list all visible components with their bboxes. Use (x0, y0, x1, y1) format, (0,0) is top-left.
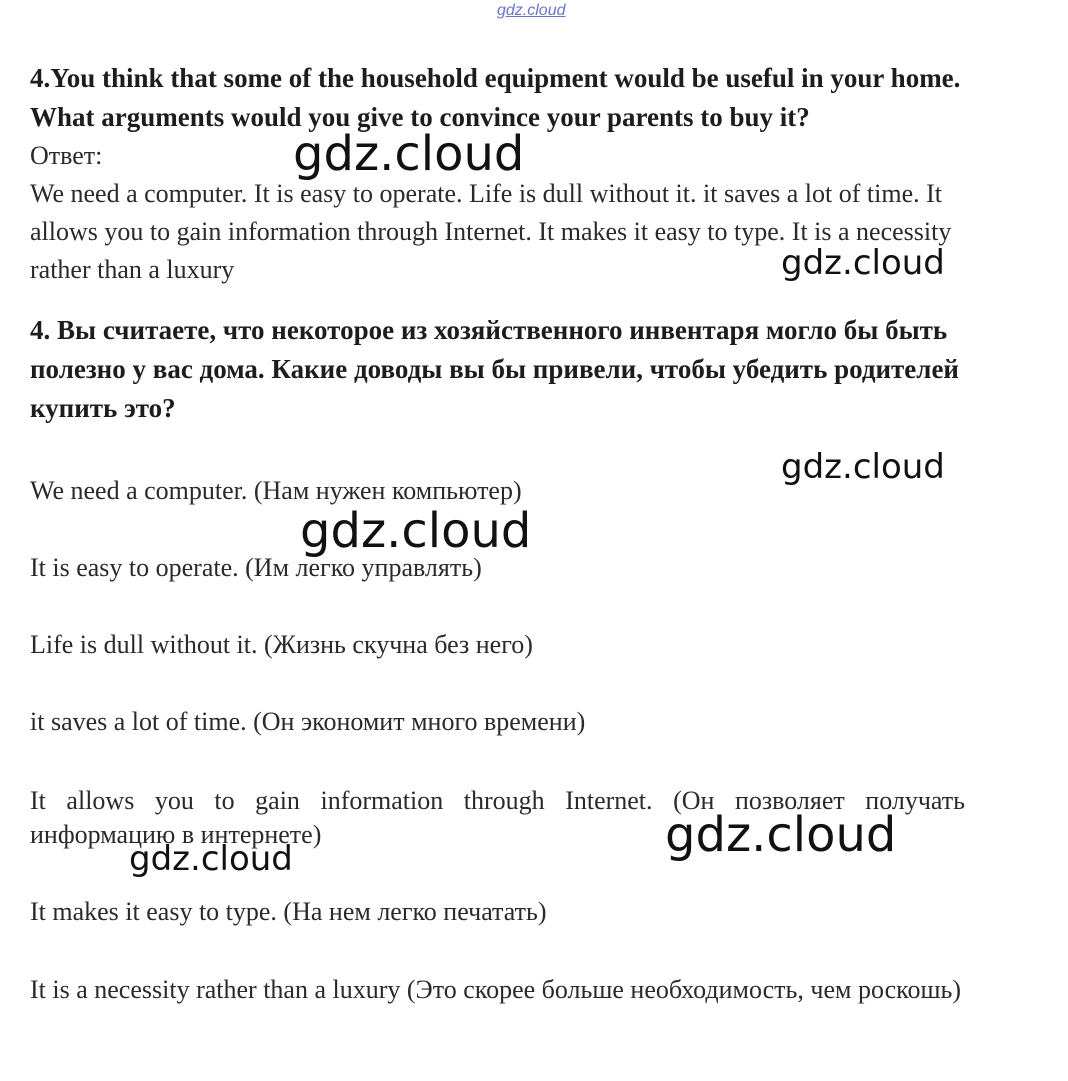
question-ru: 4. Вы считаете, что некоторое из хозяйственного инвентаря могло бы быть полезно у вас дома. Какие доводы вы бы привели, чтобы убедить родителей купить это? (30, 315, 959, 423)
watermark: gdz.cloud (129, 839, 293, 879)
translation-item: It is easy to operate. (Им легко управлять) (30, 553, 482, 582)
watermark: gdz.cloud (293, 126, 525, 182)
translation-item: It makes it easy to type. (На нем легко печатать) (30, 897, 547, 926)
question-en: 4.You think that some of the household equipment would be useful in your home. What arguments would you give to convince your parents to buy it? (30, 63, 961, 132)
watermark: gdz.cloud (300, 503, 532, 559)
translation-item: it saves a lot of time. (Он экономит много времени) (30, 707, 586, 736)
watermark: gdz.cloud (781, 243, 945, 283)
answer-label: Ответ: (30, 141, 103, 170)
translation-item: Life is dull without it. (Жизнь скучна без него) (30, 630, 533, 659)
answer-text-en: We need a computer. It is easy to operate. Life is dull without it. it saves a lot of time. It allows you to gain information through Internet. It makes it easy to type. It is a necessity rather than a luxury (30, 179, 952, 284)
watermark: gdz.cloud (781, 447, 945, 487)
translation-item: It is a necessity rather than a luxury (Это скорее больше необходимость, чем роскошь) (30, 975, 961, 1004)
translation-item: It allows you to gain information through Internet. (Он позволяет получать информацию в интернете) (30, 786, 965, 849)
site-mark-link[interactable]: gdz.cloud (497, 2, 566, 19)
translation-item: We need a computer. (Нам нужен компьютер) (30, 476, 522, 505)
watermark: gdz.cloud (665, 807, 897, 863)
